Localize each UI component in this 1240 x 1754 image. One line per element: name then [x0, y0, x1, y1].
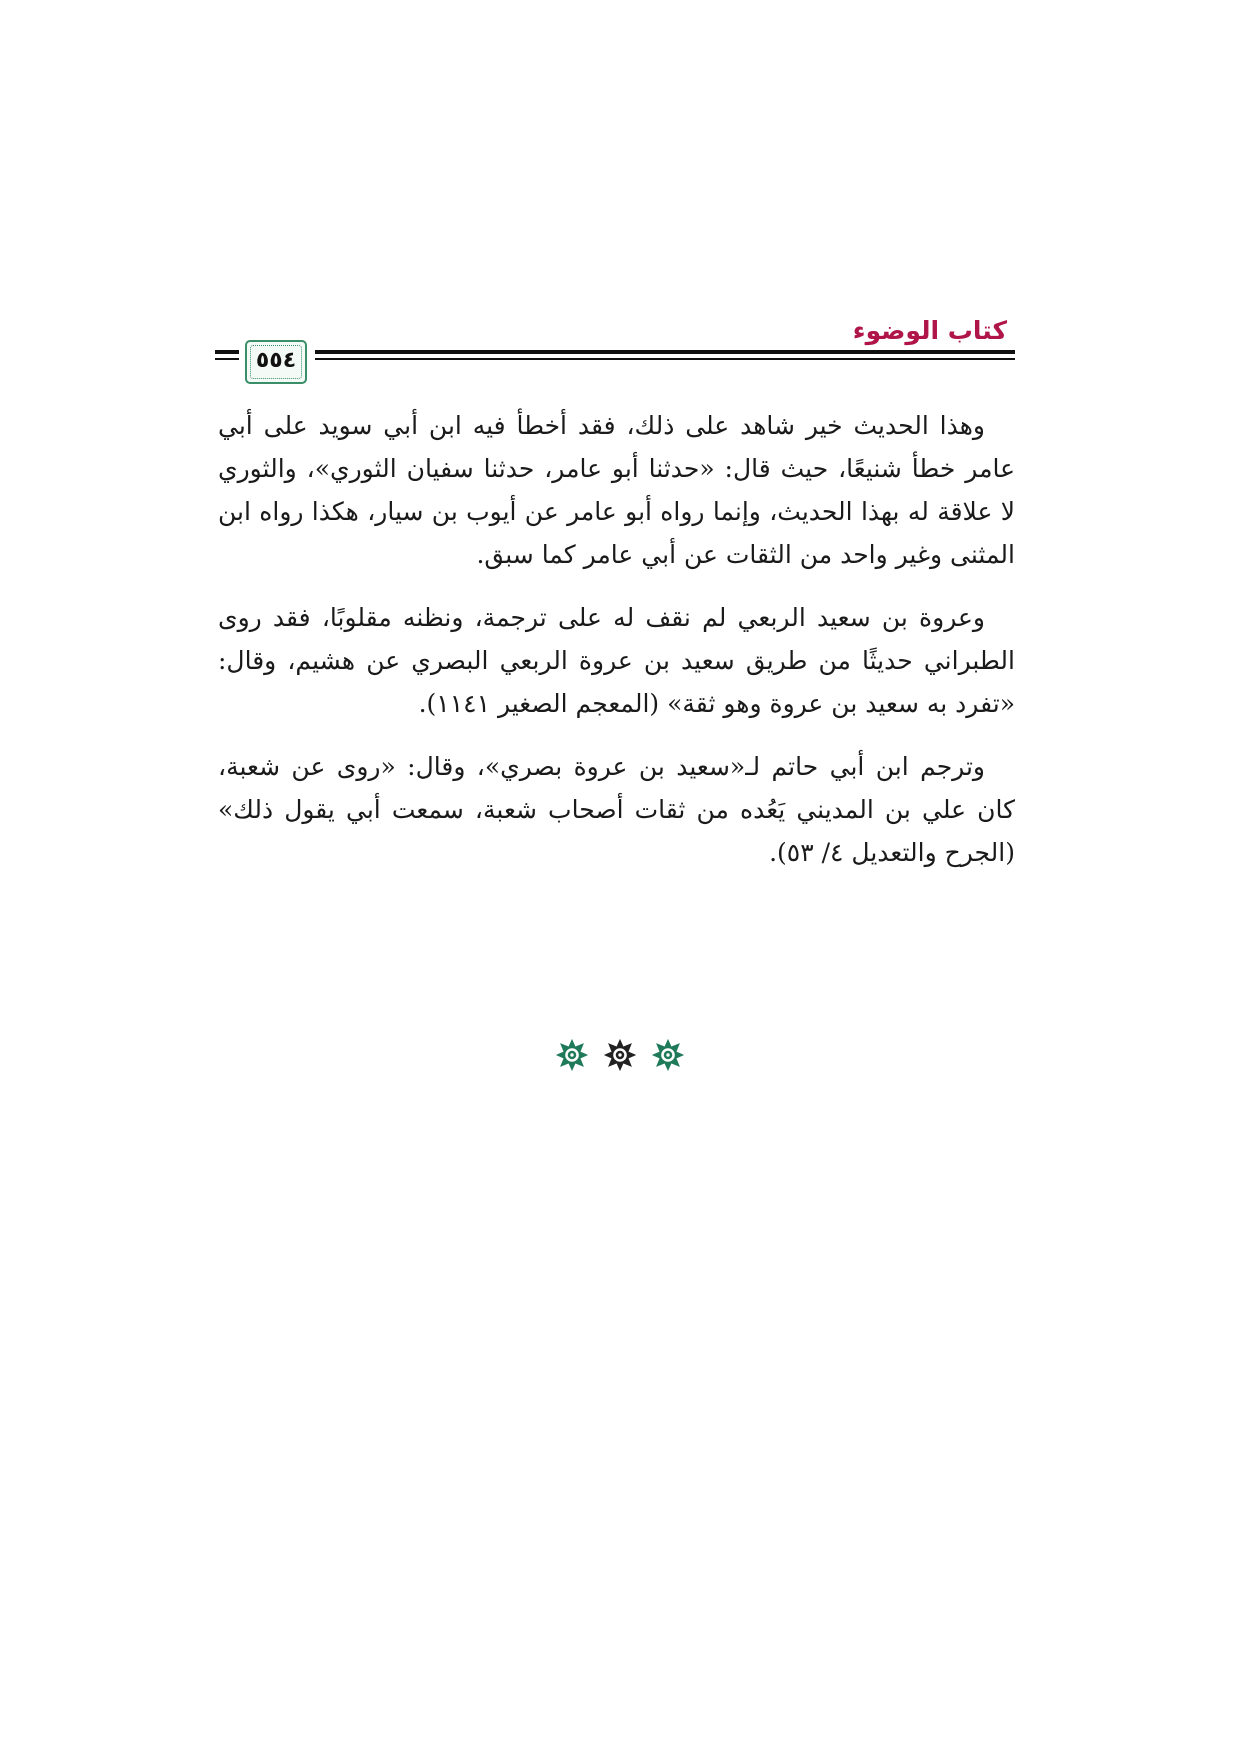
page-number-badge	[245, 340, 307, 384]
header-rule-left-thick	[215, 350, 239, 354]
star-flower-icon	[603, 1038, 637, 1072]
main-text	[218, 404, 1015, 894]
page-header	[215, 316, 1015, 391]
page-number: ٥٥٤	[255, 348, 297, 373]
ornament-shape	[556, 1039, 588, 1071]
star-flower-icon	[555, 1038, 589, 1072]
paragraph-1: وهذا الحديث خير شاهد على ذلك، فقد أخطأ فيه ابن أبي سويد على أبي عامر خطأ شنيعًا، حيث قال: «حدثنا أبو عامر، حدثنا سفيان الثوري»، والثوري لا علاقة له بهذا الحديث، وإنما رواه أبو عامر عن أيوب بن سيار، هكذا رواه ابن المثنى وغير واحد من الثقات عن أبي عامر كما سبق.	[218, 411, 1015, 569]
header-rule-thick	[315, 350, 1015, 354]
star-flower-icon	[651, 1038, 685, 1072]
running-title: كتاب الوضوء	[852, 316, 1007, 345]
header-rule-left-thin	[215, 358, 239, 360]
paragraph-2: وعروة بن سعيد الربعي لم نقف له على ترجمة، ونظنه مقلوبًا، فقد روى الطبراني حديثًا من طريق سعيد بن عروة الربعي البصري عن هشيم، وقال: «تفرد به سعيد بن عروة وهو ثقة» (المعجم الصغير ١١٤١).	[218, 603, 1015, 718]
paragraph-3: وترجم ابن أبي حاتم لـ«سعيد بن عروة بصري»، وقال: «روى عن شعبة، كان علي بن المديني يَعُده من ثقات أصحاب شعبة، سمعت أبي يقول ذلك» (الجرح والتعديل ٤/ ٥٣).	[218, 752, 1015, 867]
section-end-ornaments	[0, 1038, 1240, 1078]
header-rule-thin	[315, 358, 1015, 360]
